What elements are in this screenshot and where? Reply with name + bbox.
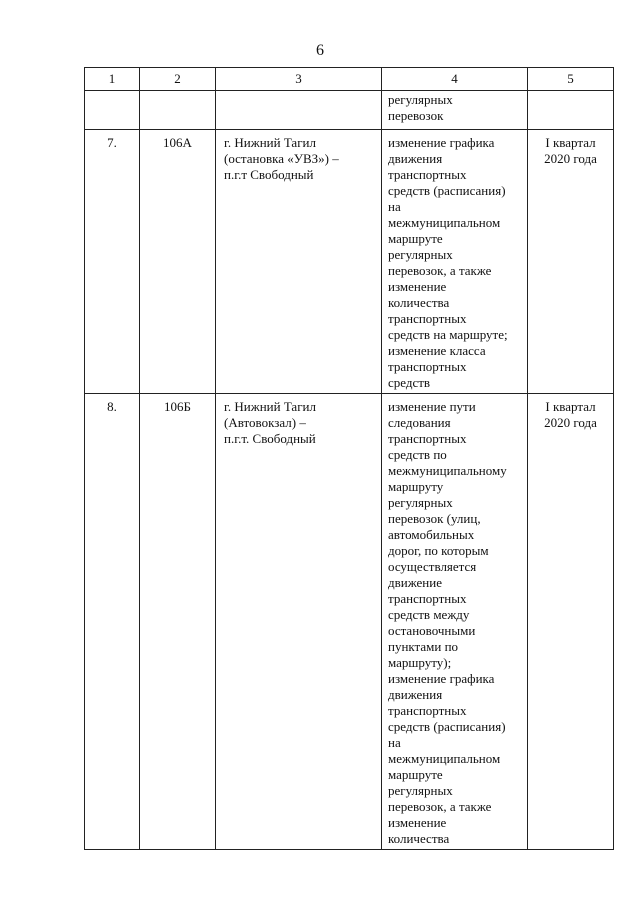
text-line: регулярных	[388, 783, 453, 798]
text-line: 2020 года	[544, 415, 597, 430]
text-line: движения	[388, 151, 443, 166]
text-line: г. Нижний Тагил	[224, 399, 316, 414]
text-line: регулярных	[388, 495, 453, 510]
row-number-cell	[85, 394, 140, 850]
column-header-5: 5	[528, 68, 614, 91]
text-line: транспортных	[388, 431, 467, 446]
text-line: 2020 года	[544, 151, 597, 166]
text-line: средств (расписания)	[388, 719, 506, 734]
text-line: изменение пути	[388, 399, 476, 414]
text-line: на	[388, 735, 401, 750]
text-line: средств по	[388, 447, 447, 462]
text-line: количества	[388, 295, 450, 310]
text-line: средств	[388, 375, 431, 390]
row-number: 7.	[107, 135, 117, 150]
text-line: межмуниципальному	[388, 463, 507, 478]
route-name-cell	[216, 394, 382, 850]
text-line: I квартал	[545, 399, 596, 414]
change-description-cell	[382, 394, 528, 850]
text-line: остановочными	[388, 623, 476, 638]
text-line: г. Нижний Тагил	[224, 135, 316, 150]
text-line: регулярных	[388, 247, 453, 262]
text-line: следования	[388, 415, 451, 430]
route-number-cell	[140, 130, 216, 394]
text-line: средств (расписания)	[388, 183, 506, 198]
column-header-2: 2	[140, 68, 216, 91]
text-line: средств между	[388, 607, 470, 622]
table-row	[85, 394, 614, 850]
text-line: автомобильных	[388, 527, 475, 542]
route-name-cell	[216, 130, 382, 394]
term-cell	[528, 130, 614, 394]
cell	[216, 91, 382, 130]
text-line: транспортных	[388, 591, 467, 606]
route-number: 106Б	[164, 399, 191, 414]
term-cell	[528, 394, 614, 850]
column-header-4: 4	[382, 68, 528, 91]
column-header-1: 1	[85, 68, 140, 91]
text-line: транспортных	[388, 359, 467, 374]
row-number: 8.	[107, 399, 117, 414]
text-line: маршруту	[388, 479, 444, 494]
cell	[528, 91, 614, 130]
text-line: межмуниципальном	[388, 751, 501, 766]
change-description-cell	[382, 91, 528, 130]
cell	[140, 91, 216, 130]
table-row	[85, 130, 614, 394]
text-line: регулярных	[388, 92, 453, 107]
text-line: количества	[388, 831, 450, 846]
text-line: межмуниципальном	[388, 215, 501, 230]
text-line: транспортных	[388, 311, 467, 326]
route-number-cell	[140, 394, 216, 850]
text-line: движение	[388, 575, 442, 590]
text-line: движения	[388, 687, 443, 702]
change-description-cell	[382, 130, 528, 394]
text-line: перевозок, а также	[388, 263, 492, 278]
row-number-cell	[85, 130, 140, 394]
text-line: изменение	[388, 815, 447, 830]
text-line: пунктами по	[388, 639, 459, 654]
text-line: маршруте	[388, 231, 443, 246]
text-line: на	[388, 199, 401, 214]
text-line: I квартал	[545, 135, 596, 150]
text-line: транспортных	[388, 703, 467, 718]
text-line: (остановка «УВЗ») –	[224, 151, 339, 166]
cell	[85, 91, 140, 130]
table-header-row	[85, 68, 614, 91]
text-line: изменение графика	[388, 135, 495, 150]
text-line: перевозок, а также	[388, 799, 492, 814]
text-line: осуществляется	[388, 559, 477, 574]
text-line: маршруте	[388, 767, 443, 782]
text-line: маршруту);	[388, 655, 452, 670]
column-header-3: 3	[216, 68, 382, 91]
text-line: изменение класса	[388, 343, 486, 358]
text-line: перевозок (улиц,	[388, 511, 481, 526]
text-line: п.г.т. Свободный	[224, 431, 316, 446]
continuation-row	[85, 91, 614, 130]
routes-table	[84, 67, 614, 850]
text-line: изменение графика	[388, 671, 495, 686]
text-line: изменение	[388, 279, 447, 294]
text-line: средств на маршруте;	[388, 327, 508, 342]
text-line: перевозок	[388, 108, 444, 123]
text-line: (Автовокзал) –	[224, 415, 306, 430]
route-number: 106А	[163, 135, 192, 150]
text-line: транспортных	[388, 167, 467, 182]
text-line: дорог, по которым	[388, 543, 489, 558]
page-number: 6	[316, 42, 324, 59]
text-line: п.г.т Свободный	[224, 167, 314, 182]
